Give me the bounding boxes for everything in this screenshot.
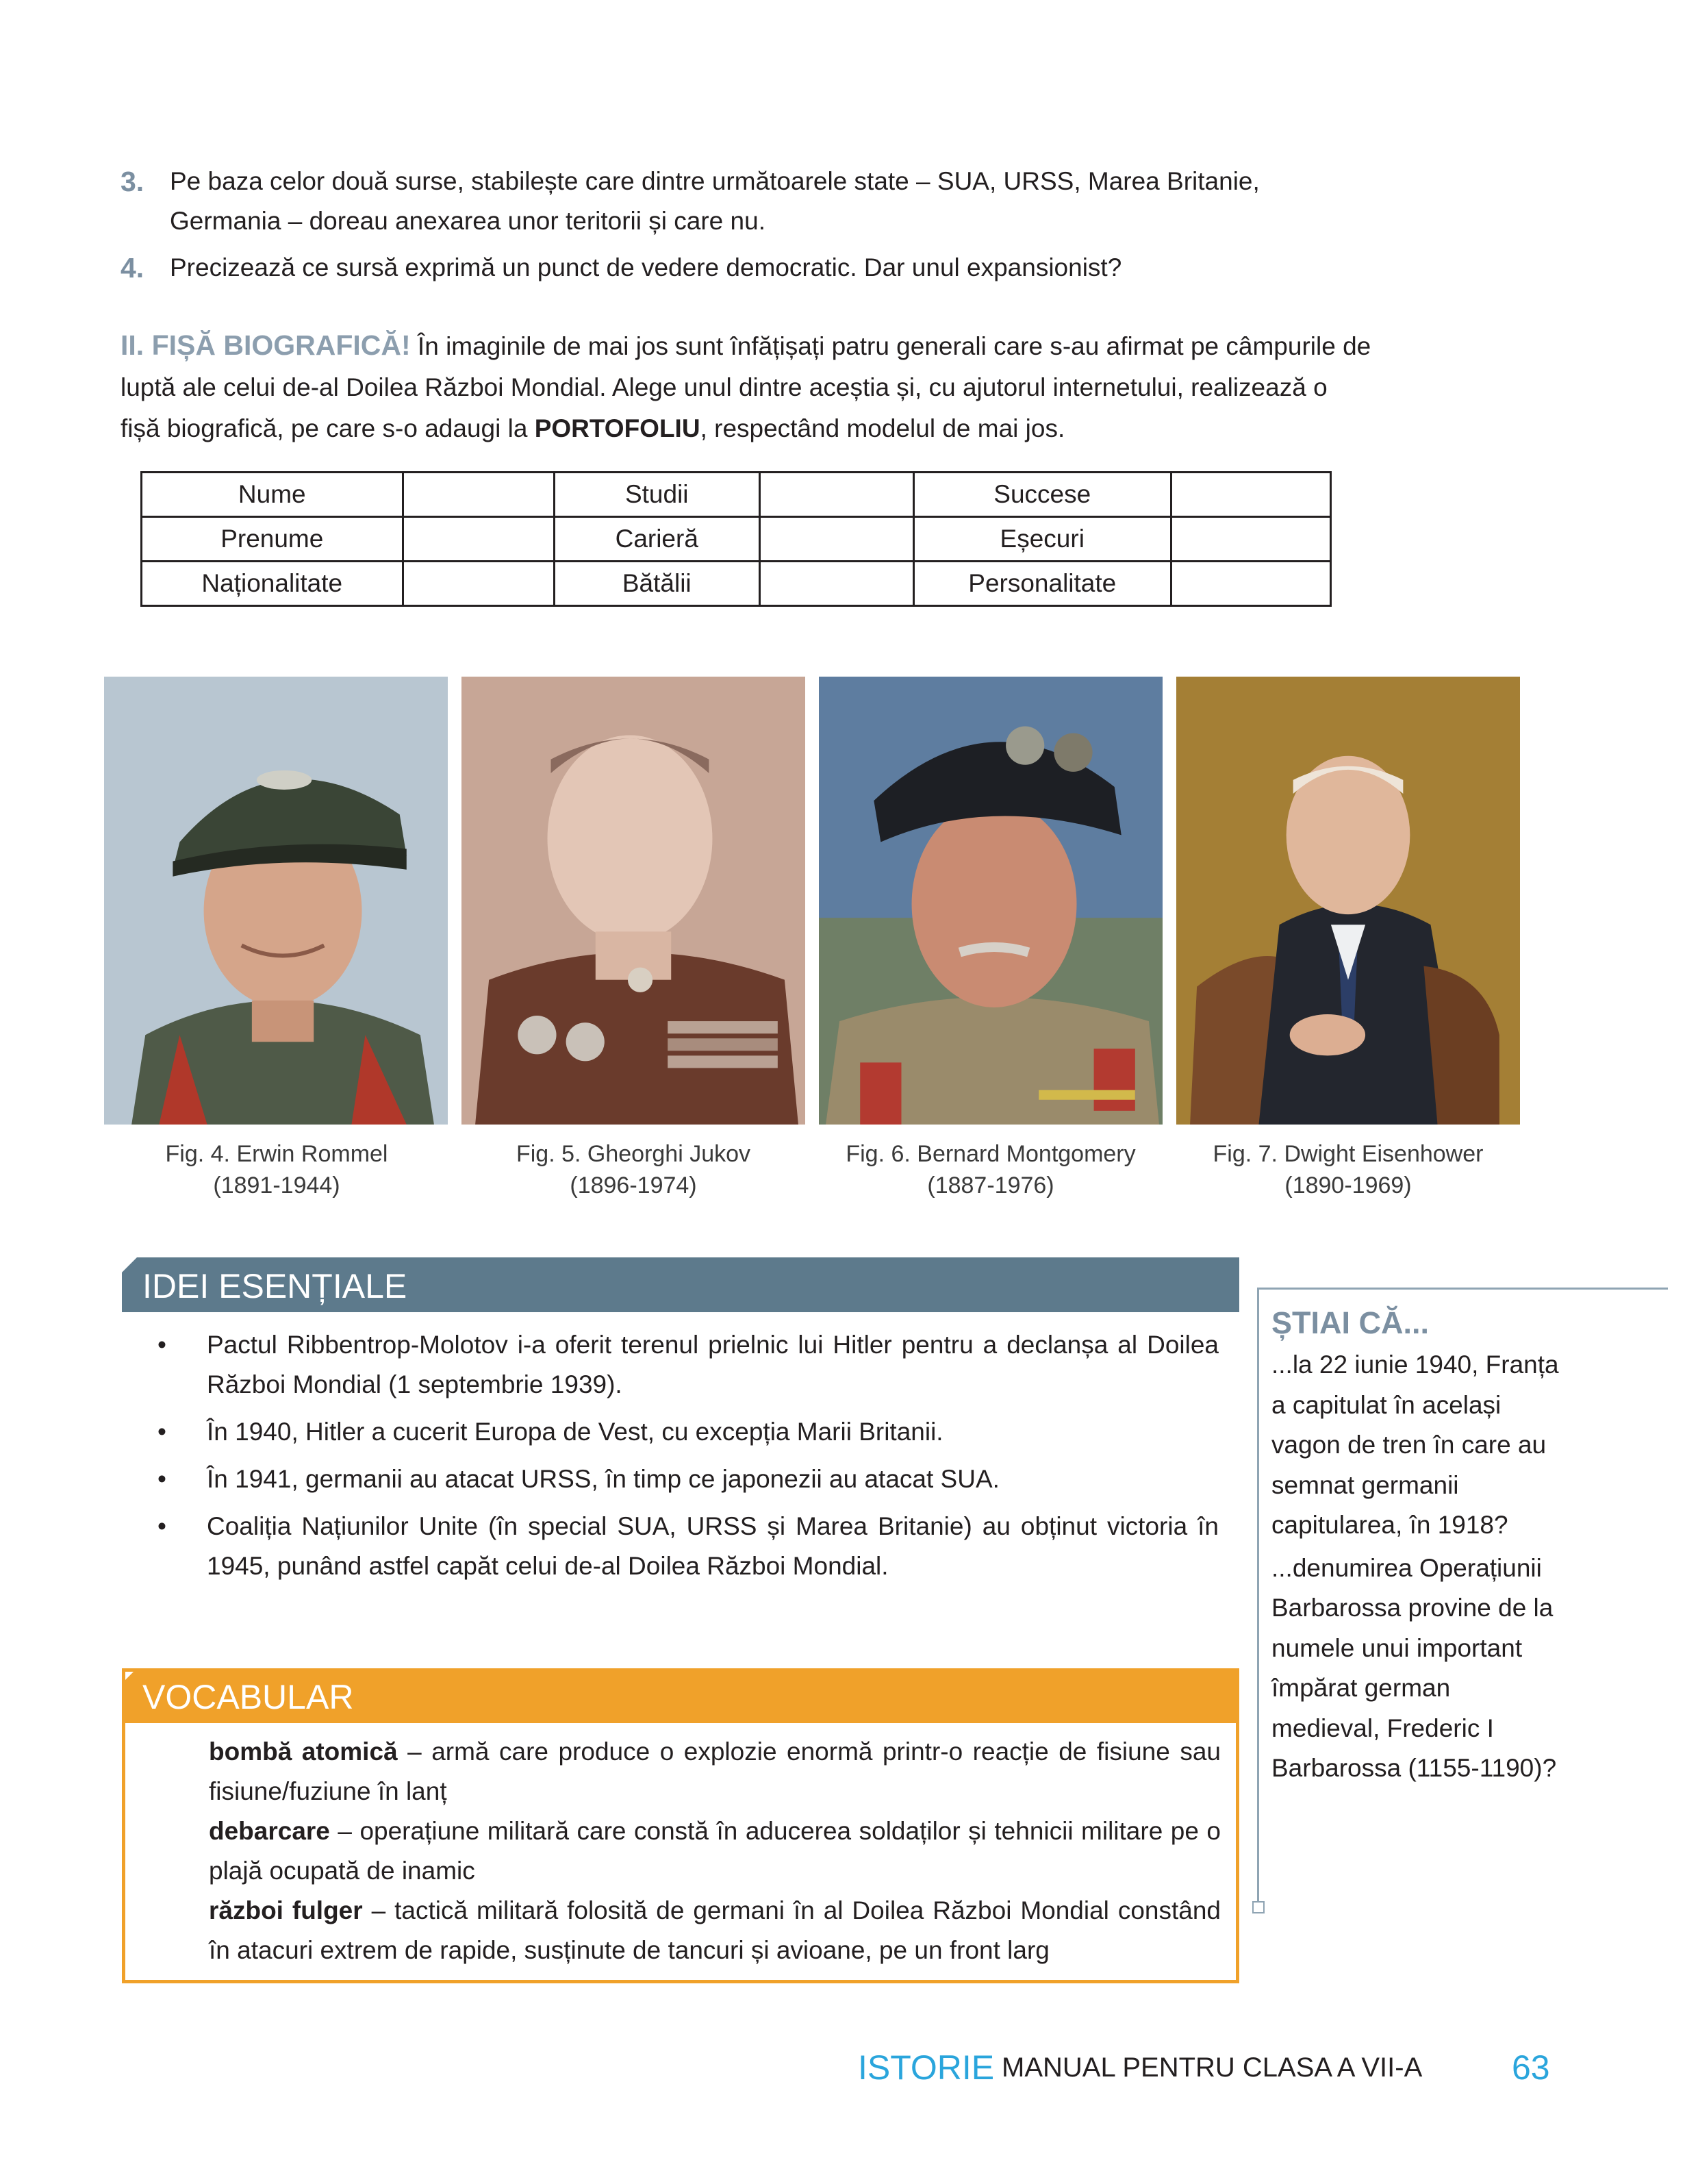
table-label: Bătălii xyxy=(554,562,759,606)
table-blank-cell xyxy=(1171,517,1330,562)
table-blank-cell xyxy=(1171,562,1330,606)
photo-eisenhower xyxy=(1176,677,1520,1125)
table-blank-cell xyxy=(759,517,913,562)
vocabular-term: război fulger xyxy=(209,1896,363,1924)
table-label: Personalitate xyxy=(913,562,1171,606)
table-label: Nume xyxy=(142,473,403,517)
table-label: Naționalitate xyxy=(142,562,403,606)
photo-jukov xyxy=(461,677,805,1125)
caption-years: (1891-1944) xyxy=(213,1172,340,1198)
caption-title: Fig. 5. Gheorghi Jukov xyxy=(516,1141,751,1167)
list-item xyxy=(157,1459,1219,1499)
list-item xyxy=(157,1325,1219,1405)
table-blank-cell xyxy=(759,562,913,606)
fisa-heading: II. FIȘĂ BIOGRAFICĂ! xyxy=(121,329,411,361)
idei-esentiale-title: IDEI ESENȚIALE xyxy=(142,1267,407,1305)
list-item-text: Pactul Ribbentrop-Molotov i-a oferit terenul prielnic lui Hitler pentru a declanșa al Doilea Război Mondial (1 septembrie 1939). xyxy=(207,1331,1219,1398)
table-blank-cell xyxy=(1171,473,1330,517)
list-item xyxy=(157,1507,1219,1586)
question-number: 3. xyxy=(121,166,144,197)
figure-caption xyxy=(85,1138,468,1201)
table-label: Prenume xyxy=(142,517,403,562)
table-label: Studii xyxy=(554,473,759,517)
table-blank-cell xyxy=(403,517,554,562)
vocabular-term: debarcare xyxy=(209,1817,330,1845)
vocabular-entry xyxy=(209,1811,1221,1891)
vocabular-entries xyxy=(209,1732,1221,1970)
caption-title: Fig. 4. Erwin Rommel xyxy=(165,1141,388,1167)
footer-subject: ISTORIE xyxy=(858,2048,995,2087)
idei-esentiale-list xyxy=(157,1325,1219,1594)
question-text: Precizează ce sursă exprimă un punct de vedere democratic. Dar unul expansionist? xyxy=(170,253,1122,281)
list-item-text: Coaliția Națiunilor Unite (în special SUA, URSS și Marea Britanie) au obținut victoria în 1945, punând astfel capăt celui de-al Doilea Război Mondial. xyxy=(207,1512,1219,1580)
list-item xyxy=(157,1412,1219,1452)
vocabular-entry xyxy=(209,1891,1221,1970)
fisa-text-before: În imaginile de mai jos sunt înfățișați patru generali care s-au afirmat pe câmpurile de luptă ale celui de-al Doilea Război Mondial. Alege unul dintre aceștia și, cu ajutorul internetului, realizează o fișă biografică, pe care s-o adaugi la xyxy=(121,332,1371,442)
table-row xyxy=(142,517,1331,562)
caption-years: (1887-1976) xyxy=(927,1172,1054,1198)
list-item-text: În 1940, Hitler a cucerit Europa de Vest, cu excepția Marii Britanii. xyxy=(207,1418,943,1446)
stiai-title: ȘTIAI CĂ... xyxy=(1271,1305,1430,1340)
footer-manual-title: MANUAL PENTRU CLASA A VII-A xyxy=(1002,2053,1423,2083)
page-number: 63 xyxy=(1512,2048,1550,2087)
vocabular-entry xyxy=(209,1732,1221,1811)
table-blank-cell xyxy=(403,562,554,606)
vocabular-title: VOCABULAR xyxy=(142,1678,354,1716)
stiai-border-left xyxy=(1257,1288,1259,1905)
caption-title: Fig. 6. Bernard Montgomery xyxy=(846,1141,1136,1167)
table-row xyxy=(142,562,1331,606)
photo-montgomery xyxy=(819,677,1163,1125)
stiai-fact: ...la 22 iunie 1940, Franța a capitulat în același vagon de tren în care au semnat germanii capitularea, în 1918? xyxy=(1271,1351,1559,1539)
caption-years: (1890-1969) xyxy=(1284,1172,1412,1198)
table-blank-cell xyxy=(759,473,913,517)
table-label: Carieră xyxy=(554,517,759,562)
fisa-text-after: , respectând modelul de mai jos. xyxy=(700,414,1065,442)
stiai-fact: ...denumirea Operațiunii Barbarossa provine de la numele unui important împărat german medieval, Frederic I Barbarossa (1155-1190)? xyxy=(1271,1553,1557,1782)
list-item-text: În 1941, germanii au atacat URSS, în timp ce japonezii au atacat SUA. xyxy=(207,1465,1000,1493)
stiai-corner-square xyxy=(1252,1901,1265,1913)
stiai-ca-box xyxy=(1271,1301,1559,1792)
question-3 xyxy=(121,162,1367,241)
table-label: Succese xyxy=(913,473,1171,517)
fisa-biografica-instructions xyxy=(121,325,1373,449)
bullet-icon: • xyxy=(157,1465,166,1493)
stiai-border-top xyxy=(1257,1288,1668,1290)
table-blank-cell xyxy=(403,473,554,517)
figure-caption xyxy=(442,1138,825,1201)
bullet-icon: • xyxy=(157,1512,166,1540)
question-text: Pe baza celor două surse, stabilește care dintre următoarele state – SUA, URSS, Marea Britanie, Germania – doreau anexarea unor teritorii și care nu. xyxy=(170,167,1260,235)
question-4 xyxy=(121,248,1367,288)
vocabular-term: bombă atomică xyxy=(209,1737,398,1766)
caption-years: (1896-1974) xyxy=(570,1172,697,1198)
biography-template-table xyxy=(140,471,1332,607)
table-label: Eșecuri xyxy=(913,517,1171,562)
table-row xyxy=(142,473,1331,517)
figure-caption xyxy=(1156,1138,1540,1201)
portofoliu-bold: PORTOFOLIU xyxy=(534,414,700,442)
photo-rommel xyxy=(104,677,448,1125)
caption-title: Fig. 7. Dwight Eisenhower xyxy=(1213,1141,1484,1167)
bullet-icon: • xyxy=(157,1418,166,1446)
vocabular-definition: – operațiune militară care constă în aducerea soldaților și tehnicii militare pe o plajă ocupată de inamic xyxy=(209,1817,1221,1885)
question-number: 4. xyxy=(121,252,144,284)
figure-caption xyxy=(799,1138,1182,1201)
vocabular-definition: – armă care produce o explozie enormă printr-o reacție de fisiune sau fisiune/fuziune în lanț xyxy=(209,1737,1221,1805)
bullet-icon: • xyxy=(157,1331,166,1359)
vocabular-definition: – tactică militară folosită de germani în al Doilea Război Mondial constând în atacuri extrem de rapide, susținute de tancuri și avioane, pe un front larg xyxy=(209,1896,1221,1964)
